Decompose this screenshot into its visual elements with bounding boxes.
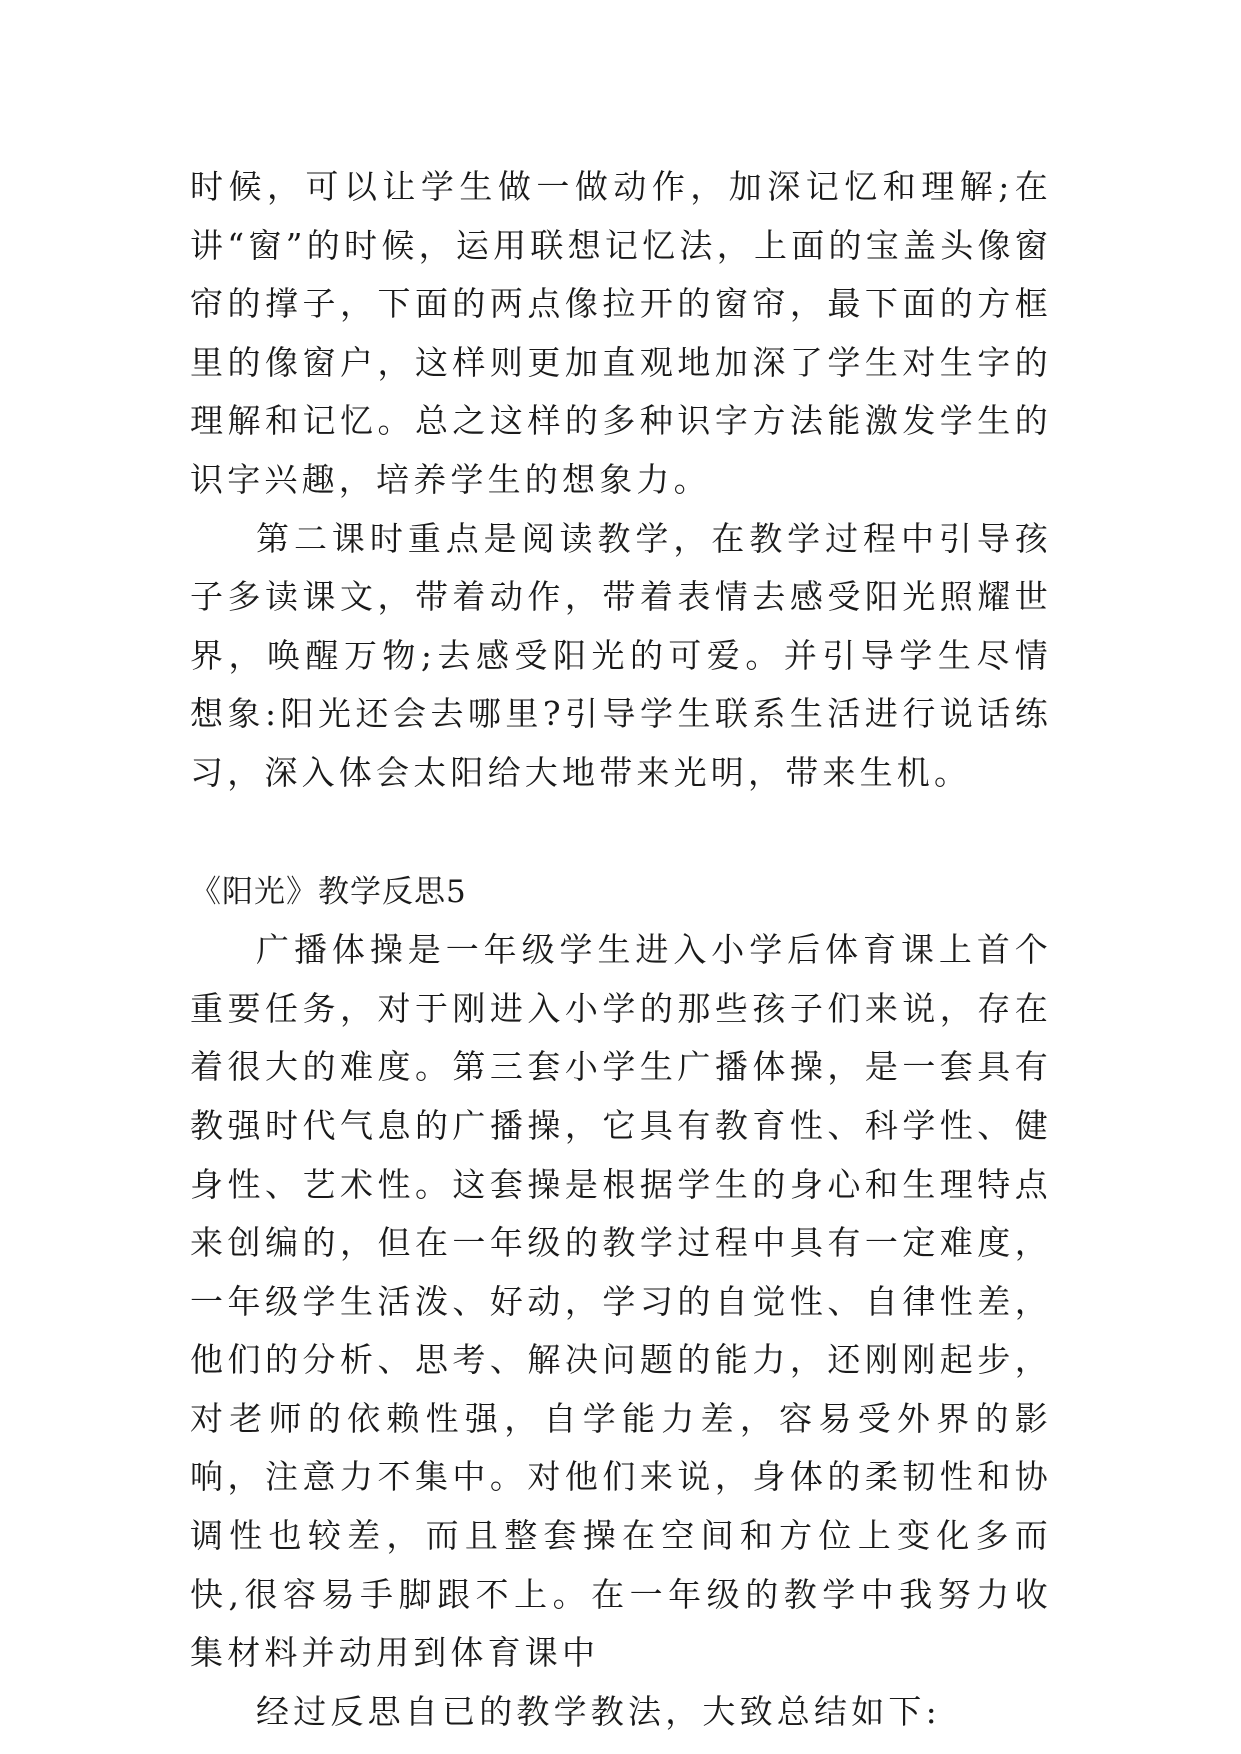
section-heading: 《阳光》教学反思5 [190,873,467,910]
body-paragraph-1: 时候，可以让学生做一做动作，加深记忆和理解;在讲“窗”的时候，运用联想记忆法，上面的宝盖头像窗帘的撑子，下面的两点像拉开的窗帘，最下面的方框里的像窗户，这样则更加直观地加深了学生对生字的理解和记忆。总之这样的多种识字方法能激发学生的识字兴趣，培养学生的想象力。 [190,167,1052,499]
body-paragraph-4: 经过反思自已的教学教法，大致总结如下: [256,1691,941,1731]
body-paragraph-2: 第二课时重点是阅读教学，在教学过程中引导孩子多读课文，带着动作，带着表情去感受阳光照耀世界，唤醒万物;去感受阳光的可爱。并引导学生尽情想象:阳光还会去哪里?引导学生联系生活进行说话练习，深入体会太阳给大地带来光明，带来生机。 [190,518,1052,792]
document-page [190,158,1052,1741]
body-paragraph-3: 广播体操是一年级学生进入小学后体育课上首个重要任务，对于刚进入小学的那些孩子们来说，存在着很大的难度。第三套小学生广播体操，是一套具有教强时代气息的广播操，它具有教育性、科学性、健身性、艺术性。这套操是根据学生的身心和生理特点来创编的，但在一年级的教学过程中具有一定难度，一年级学生活泼、好动，学习的自觉性、自律性差，他们的分析、思考、解决问题的能力，还刚刚起步，对老师的依赖性强，自学能力差，容易受外界的影响，注意力不集中。对他们来说，身体的柔韧性和协调性也较差，而且整套操在空间和方位上变化多而快,很容易手脚跟不上。在一年级的教学中我努力收集材料并动用到体育课中 [190,930,1052,1673]
